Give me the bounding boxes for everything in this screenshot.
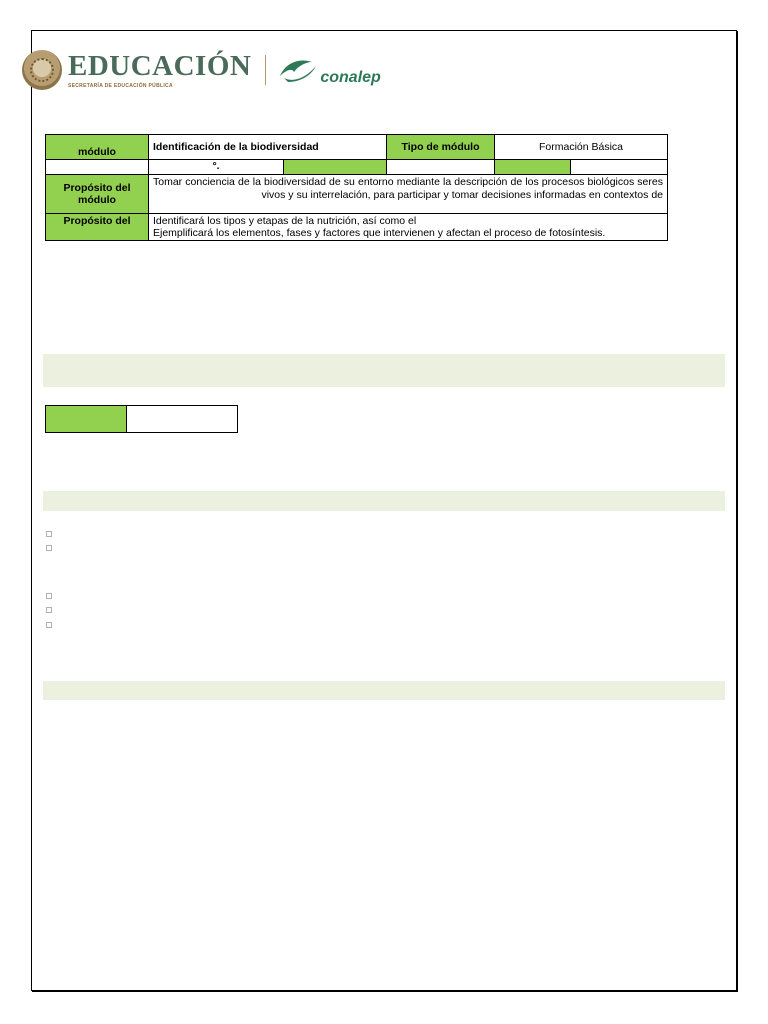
edu-title: EDUCACIÓN: [68, 49, 252, 82]
proposito-label: Propósito del módulo: [46, 175, 149, 214]
header-logos: [22, 40, 381, 100]
conalep-wordmark: conalep: [320, 69, 381, 86]
mexican-seal-icon: [22, 50, 62, 90]
edu-subtitle: SECRETARÍA DE EDUCACIÓN PÚBLICA: [68, 82, 173, 89]
degree-cell: °.: [149, 160, 284, 175]
small-table: [45, 405, 238, 433]
empty-cell: [387, 160, 495, 175]
section-bar: [43, 491, 725, 511]
modulo-label: módulo: [46, 135, 149, 160]
green-cell: [284, 160, 387, 175]
green-cell: [495, 160, 571, 175]
conalep-logo: [278, 56, 380, 84]
sep-logo: [68, 49, 252, 89]
conalep-logo-icon: [278, 56, 318, 84]
tipo-label: Tipo de módulo: [387, 135, 495, 160]
modulo-value: Identificación de la biodiversidad: [149, 135, 387, 160]
checkbox[interactable]: [46, 607, 52, 613]
section-bar: [43, 681, 725, 700]
logo-separator: [265, 55, 266, 85]
empty-cell: [571, 160, 668, 175]
proposito2-label: Propósito del: [46, 214, 149, 241]
module-info-table: [45, 134, 668, 241]
proposito2-line2: Ejemplificará los elementos, fases y factores que intervienen y afectan el proceso de fotosíntesis.: [153, 227, 606, 239]
empty-cell: [127, 406, 238, 433]
proposito2-line1: Identificará los tipos y etapas de la nutrición, así como el: [153, 215, 417, 227]
section-bar: [43, 354, 725, 387]
proposito2-text: [149, 214, 668, 241]
empty-cell: [46, 160, 149, 175]
proposito-text: Tomar conciencia de la biodiversidad de su entorno mediante la descripción de los procesos biológicos seres vivos y su interrelación, para participar y tomar decisiones informadas en contextos de: [149, 175, 668, 214]
checkbox[interactable]: [46, 531, 52, 537]
checkbox[interactable]: [46, 593, 52, 599]
tipo-value: Formación Básica: [495, 135, 668, 160]
green-cell: [46, 406, 127, 433]
checkbox[interactable]: [46, 545, 52, 551]
checkbox[interactable]: [46, 622, 52, 628]
